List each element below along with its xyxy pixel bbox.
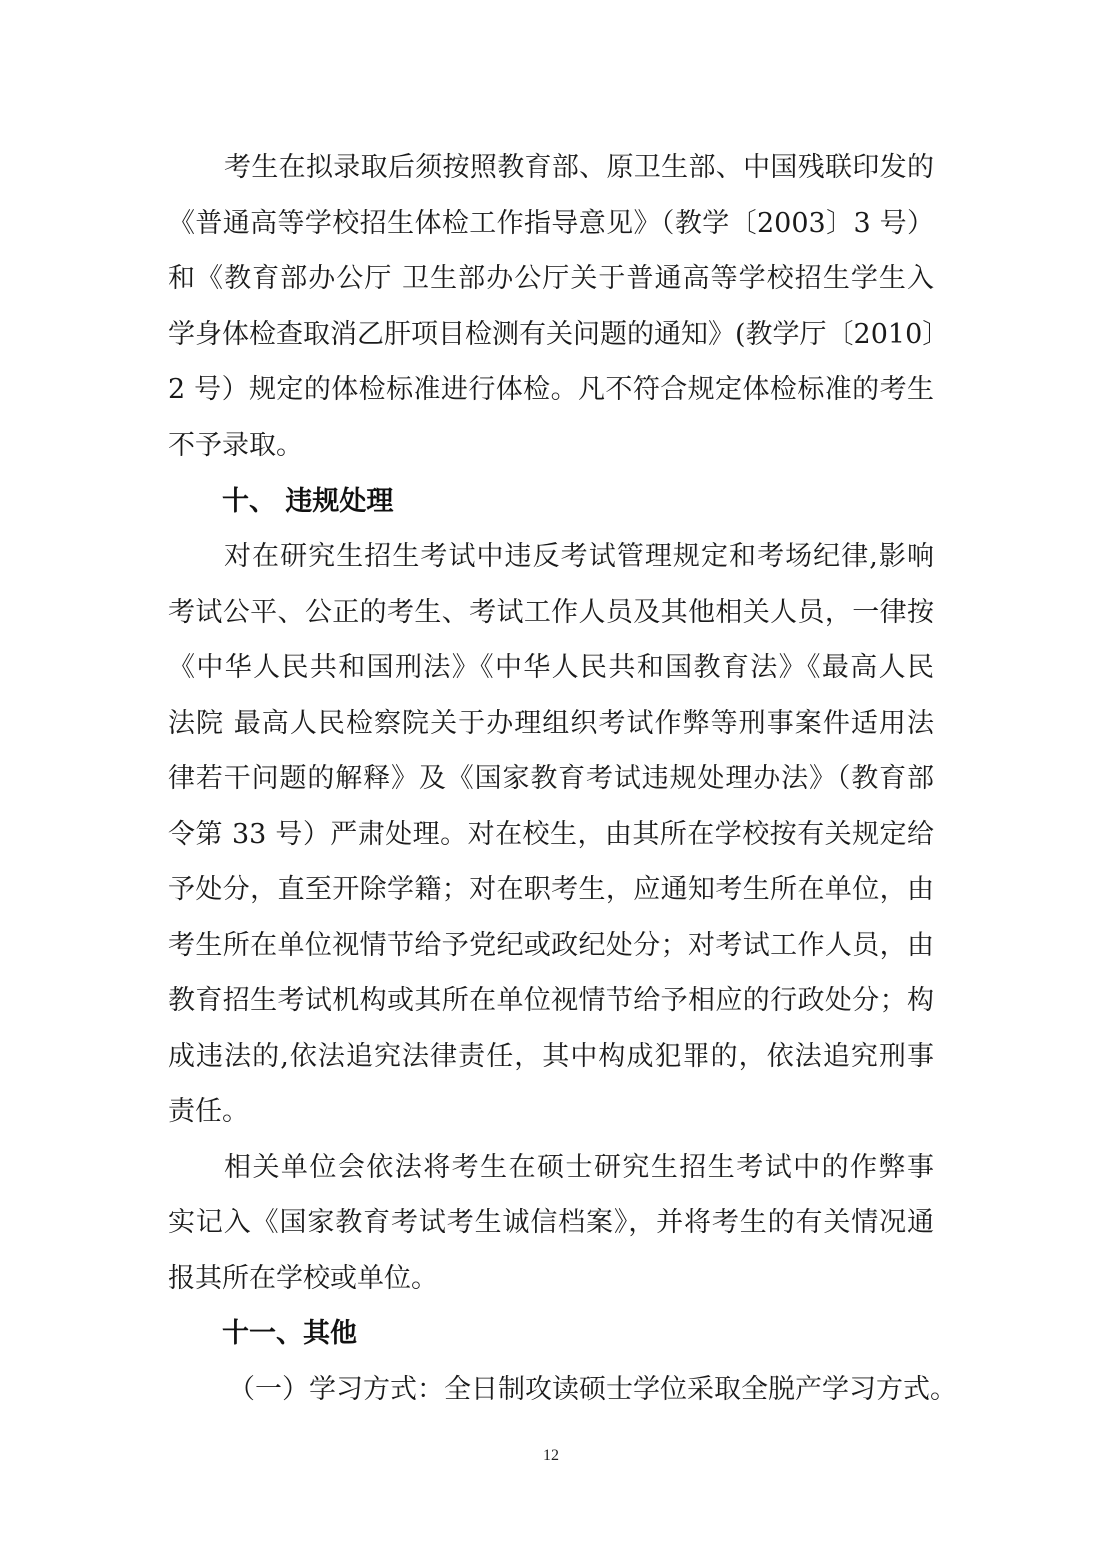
- paragraph-line: 2 号）规定的体检标准进行体检。凡不符合规定体检标准的考生: [168, 374, 934, 405]
- paragraph-line: 相关单位会依法将考生在硕士研究生招生考试中的作弊事: [224, 1152, 934, 1183]
- paragraph-line: 考试公平、公正的考生、考试工作人员及其他相关人员，一律按: [168, 597, 934, 628]
- paragraph-line: 《中华人民共和国刑法》《中华人民共和国教育法》《最高人民: [168, 652, 934, 683]
- page-number: 12: [543, 1447, 559, 1464]
- paragraph-line: 对在研究生招生考试中违反考试管理规定和考场纪律,影响: [224, 541, 934, 572]
- paragraph-line: 报其所在学校或单位。: [168, 1263, 438, 1294]
- paragraph-line: 责任。: [168, 1096, 249, 1127]
- paragraph-line: 不予录取。: [168, 430, 303, 461]
- paragraph-line: 学身体检查取消乙肝项目检测有关问题的通知》(教学厅〔2010〕: [168, 319, 950, 350]
- paragraph-line: 律若干问题的解释》及《国家教育考试违规处理办法》（教育部: [168, 763, 934, 794]
- paragraph-line: 《普通高等学校招生体检工作指导意见》（教学〔2003〕3 号）: [168, 208, 934, 239]
- section-heading-other: 十一、其他: [222, 1318, 357, 1349]
- paragraph-line: 法院 最高人民检察院关于办理组织考试作弊等刑事案件适用法: [168, 708, 934, 739]
- section-heading-violations: 十、 违规处理: [222, 486, 394, 517]
- paragraph-line: 予处分，直至开除学籍；对在职考生，应通知考生所在单位，由: [168, 874, 934, 905]
- paragraph-line: 考生在拟录取后须按照教育部、原卫生部、中国残联印发的: [224, 152, 934, 183]
- paragraph-line: 考生所在单位视情节给予党纪或政纪处分；对考试工作人员，由: [168, 930, 934, 961]
- paragraph-line: 教育招生考试机构或其所在单位视情节给予相应的行政处分；构: [168, 985, 934, 1016]
- paragraph-line: 和《教育部办公厅 卫生部办公厅关于普通高等学校招生学生入: [168, 263, 934, 294]
- paragraph-line: 实记入《国家教育考试考生诚信档案》，并将考生的有关情况通: [168, 1207, 934, 1238]
- paragraph-line: 成违法的,依法追究法律责任，其中构成犯罪的，依法追究刑事: [168, 1041, 934, 1072]
- paragraph-line: 令第 33 号）严肃处理。对在校生，由其所在学校按有关规定给: [168, 819, 934, 850]
- list-item-study-mode: （一）学习方式：全日制攻读硕士学位采取全脱产学习方式。: [228, 1374, 957, 1405]
